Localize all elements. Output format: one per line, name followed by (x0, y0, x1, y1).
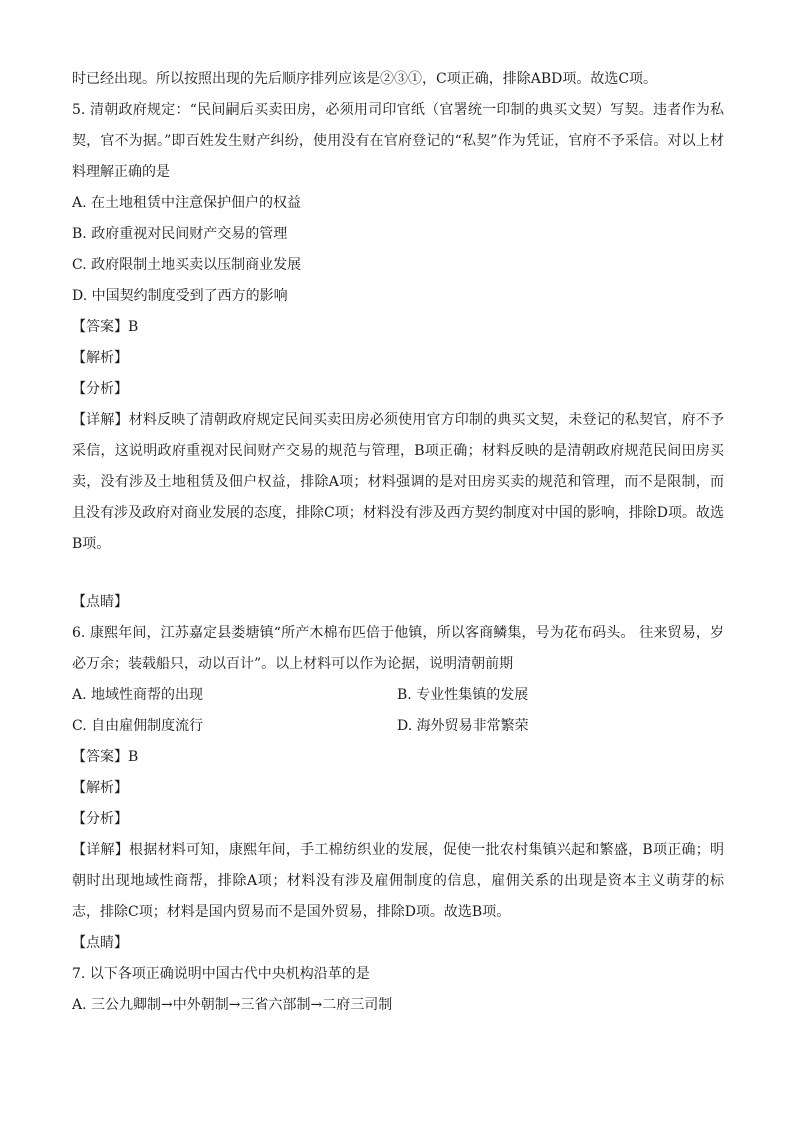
q6-answer-value: B (128, 749, 139, 765)
q5-option-c: C. 政府限制土地买卖以压制商业发展 (72, 257, 302, 273)
document-page (72, 64, 724, 1021)
q6-answer (72, 742, 724, 773)
q6-option-d: D. 海外贸易非常繁荣 (397, 718, 529, 734)
q6-comment-label: 【点睛】 (72, 935, 128, 951)
intro-line: 时已经出现。所以按照出现的先后顺序排列应该是②③①，C项正确，排除ABD项。故选C项。 (72, 71, 658, 87)
q6-answer-label: 【答案】 (72, 749, 128, 765)
q6-options-row-2 (72, 711, 724, 742)
q5-comment-label: 【点睛】 (72, 594, 128, 610)
q6-option-c: C. 自由雇佣制度流行 (72, 718, 204, 734)
q7-option-a: A. 三公九卿制→中外朝制→三省六部制→二府三司制 (72, 997, 393, 1013)
q5-option-a: A. 在土地租赁中注意保护佃户的权益 (72, 195, 302, 211)
q6-detail-text: 根据材料可知，康熙年间，手工棉纺织业的发展，促使一批农村集镇兴起和繁盛，B项正确；明朝时出现地域性商帮，排除A项；材料没有涉及雇佣制度的信息，雇佣关系的出现是资本主义萌芽的标志，排除C项；材料是国内贸易而不是国外贸易，排除D项。故选B项。 (72, 842, 724, 920)
q5-detail-text: 材料反映了清朝政府规定民间买卖田房必须使用官方印制的典买文契，未登记的私契官，府不予采信，这说明政府重视对民间财产交易的规范与管理，B项正确；材料反映的是清朝政府规范民间田房买卖，没有涉及土地租赁及佃户权益，排除A项；材料强调的是对田房买卖的规范和管理，而不是限制，而且没有涉及政府对商业发展的态度，排除C项；材料没有涉及西方契约制度对中国的影响，排除D项。故选B项。 (72, 412, 725, 552)
q6-detail (72, 835, 724, 928)
q6-option-a: A. 地域性商帮的出现 (72, 687, 204, 703)
spacer (72, 560, 724, 587)
q5-option-b: B. 政府重视对民间财产交易的管理 (72, 226, 288, 242)
q6-detail-label: 【详解】 (72, 842, 130, 858)
q5-detail (72, 405, 724, 560)
q5-answer (72, 312, 724, 343)
q6-analysis-label: 【解析】 (72, 780, 128, 796)
q7-stem: 7. 以下各项正确说明中国古代中央机构沿革的是 (72, 966, 370, 982)
q5-answer-value: B (128, 319, 139, 335)
q5-stem: 5. 清朝政府规定：“民间嗣后买卖田房，必须用司印官纸（官署统一印制的典买文契）写契。违者作为私契，官不为据。”即百姓发生财产纠纷，使用没有在官府登记的“私契”作为凭证，官府不予采信。对以上材料理解正确的是 (72, 102, 724, 180)
q5-detail-label: 【详解】 (72, 412, 129, 428)
q5-option-d: D. 中国契约制度受到了西方的影响 (72, 288, 288, 304)
q6-fenxi-label: 【分析】 (72, 811, 128, 827)
q6-stem: 6. 康熙年间，江苏嘉定县娄塘镇“所产木棉布匹倍于他镇，所以客商鳞集，号为花布码头。 往来贸易，岁必万余；装载船只，动以百计”。以上材料可以作为论据，说明清朝前期 (72, 625, 724, 672)
q5-analysis-label: 【解析】 (72, 350, 128, 366)
q6-option-b: B. 专业性集镇的发展 (397, 687, 529, 703)
q5-answer-label: 【答案】 (72, 319, 128, 335)
q5-fenxi-label: 【分析】 (72, 381, 128, 397)
q6-options-row-1 (72, 680, 724, 711)
